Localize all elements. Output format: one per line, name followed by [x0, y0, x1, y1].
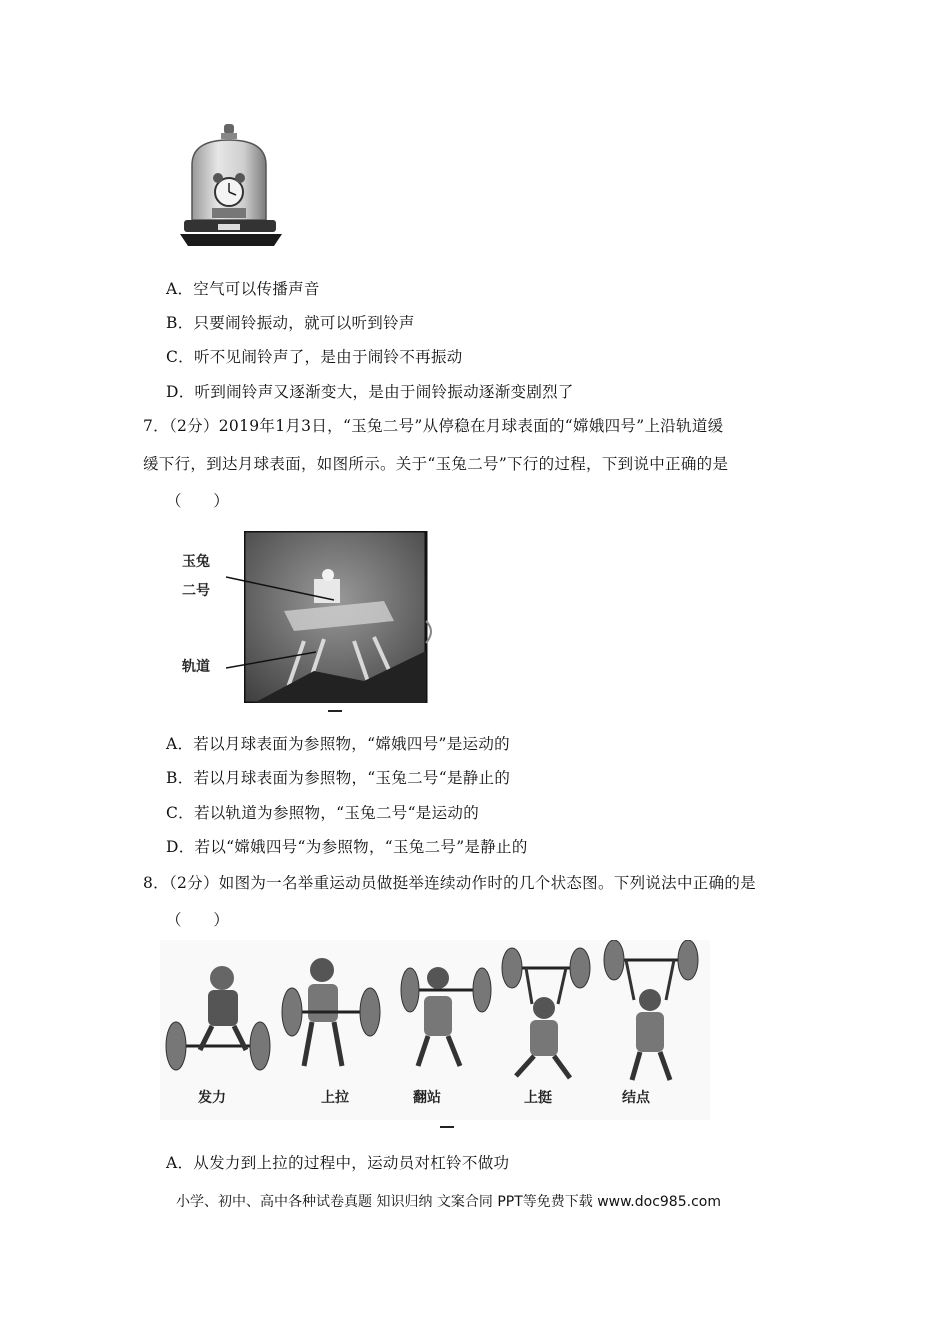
stage-label-1: 发力	[198, 1090, 226, 1106]
rover-label-line-2: 二号	[182, 583, 210, 599]
q6-option-d: D．听到闹铃声又逐渐变大，是由于闹铃振动逐渐变剧烈了	[166, 383, 574, 401]
stage-label-2: 上拉	[321, 1090, 349, 1106]
q7-stem-line-1: 7．（2分）2019年1月3日，“玉兔二号”从停稳在月球表面的“嫦娥四号”上沿轨道缓	[143, 417, 724, 435]
q7-option-b: B．若以月球表面为参照物，“玉兔二号“是静止的	[166, 769, 511, 787]
q6-option-a: A．空气可以传播声音	[166, 280, 320, 298]
rover-label-line-1: 玉兔	[182, 554, 210, 570]
q7-option-a: A．若以月球表面为参照物，“嫦娥四号”是运动的	[166, 735, 510, 753]
q6-option-c: C．听不见闹铃声了，是由于闹铃不再振动	[166, 348, 463, 366]
figure-divider	[328, 710, 342, 712]
bell-jar-figure	[178, 120, 288, 255]
track-label: 轨道	[182, 659, 210, 675]
q7-option-d: D．若以“嫦娥四号“为参照物，“玉兔二号”是静止的	[166, 838, 528, 856]
stage-label-4: 上挺	[524, 1090, 552, 1106]
q8-stem-line-1: 8．（2分）如图为一名举重运动员做挺举连续动作时的几个状态图。下列说法中正确的是	[143, 874, 756, 892]
q7-stem-line-2: 缓下行，到达月球表面，如图所示。关于“玉兔二号”下行的过程，下到说中正确的是	[143, 455, 729, 473]
q6-option-b: B．只要闹铃振动，就可以听到铃声	[166, 314, 415, 332]
page-footer: 小学、初中、高中各种试卷真题 知识归纳 文案合同 PPT等免费下载 www.doc985.com	[176, 1194, 721, 1210]
q8-option-a: A．从发力到上拉的过程中，运动员对杠铃不做功	[166, 1154, 510, 1172]
figure-divider-2	[440, 1126, 454, 1128]
label-leader-lines	[226, 560, 346, 680]
q7-answer-paren: （ ）	[166, 492, 230, 510]
q8-answer-paren: （ ）	[166, 911, 230, 929]
q7-option-c: C．若以轨道为参照物，“玉兔二号“是运动的	[166, 804, 480, 822]
stage-label-5: 结点	[622, 1090, 650, 1106]
stage-label-3: 翻站	[413, 1090, 441, 1106]
